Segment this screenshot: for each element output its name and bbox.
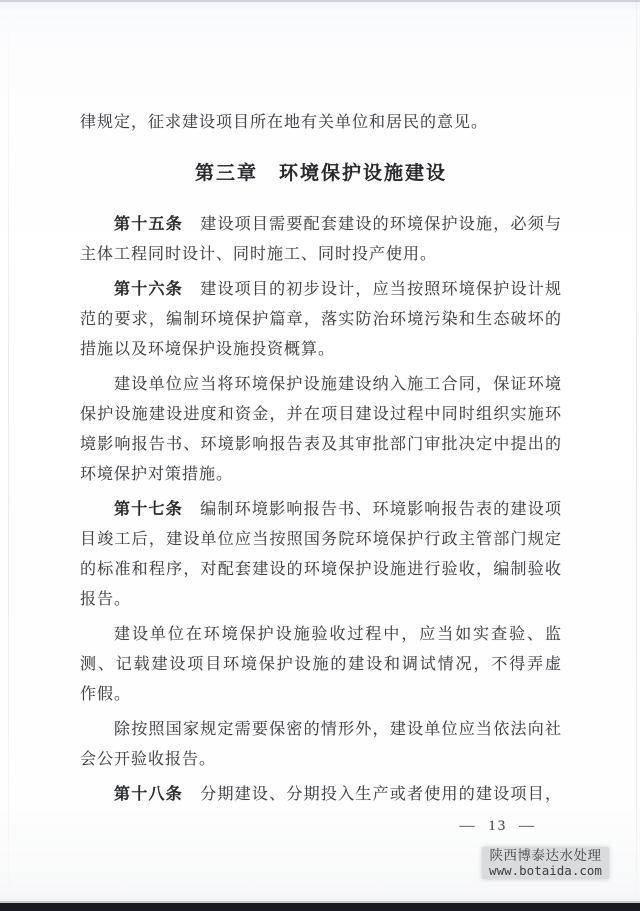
text-line — [80, 680, 562, 710]
text-line — [80, 585, 562, 615]
article-number: 第十五条 — [114, 216, 183, 233]
text-line — [80, 620, 562, 650]
line-text: 除按照国家规定需要保密的情形外，建设单位应当依法向社 — [114, 721, 562, 738]
chapter-heading: 第三章 环境保护设施建设 — [194, 163, 447, 184]
page-number: — 13 — — [459, 818, 536, 834]
watermark-badge — [482, 847, 609, 879]
text-line — [80, 715, 562, 745]
text-line — [80, 780, 562, 810]
text-line — [80, 745, 562, 775]
text-line — [80, 108, 562, 138]
text-line — [80, 210, 562, 240]
line-text: 的标准和程序，对配套建设的环境保护设施进行验收，编制验收 — [80, 561, 562, 578]
text-line — [80, 650, 562, 680]
line-text: 作假。 — [80, 686, 132, 703]
document-text — [80, 0, 562, 836]
line-text: 会公开验收报告。 — [80, 751, 217, 768]
watermark-url: www.botaida.com — [489, 863, 602, 878]
line-text: 律规定，征求建设项目所在地有关单位和居民的意见。 — [80, 114, 489, 131]
line-text: 目竣工后，建设单位应当按照国务院环境保护行政主管部门规定 — [80, 531, 562, 548]
line-text: 措施以及环境保护设施投资概算。 — [80, 341, 336, 358]
text-line — [80, 400, 562, 430]
line-text: 建设项目的初步设计，应当按照环境保护设计规 — [182, 281, 562, 298]
line-text: 主体工程同时设计、同时施工、同时投产使用。 — [80, 246, 438, 263]
line-text: 分期建设、分期投入生产或者使用的建设项目， — [182, 786, 562, 803]
text-line — [80, 460, 562, 490]
text-line — [80, 275, 562, 305]
text-line — [80, 335, 562, 365]
line-text: 测、记载建设项目环境保护设施的建设和调试情况，不得弄虚 — [80, 656, 562, 673]
text-line — [80, 240, 562, 270]
line-text: 建设单位在环境保护设施验收过程中，应当如实查验、监 — [114, 626, 562, 643]
text-line — [80, 525, 562, 555]
line-text: 保护设施建设进度和资金，并在项目建设过程中同时组织实施环 — [80, 406, 562, 423]
line-text: 建设项目需要配套建设的环境保护设施，必须与 — [182, 216, 562, 233]
article-number: 第十六条 — [114, 281, 183, 298]
bottom-scan-bar — [0, 903, 640, 911]
article-number: 第十八条 — [114, 786, 183, 803]
text-line — [80, 370, 562, 400]
text-line — [80, 305, 562, 335]
line-text: 环境保护对策措施。 — [80, 466, 234, 483]
scan-left-edge — [8, 0, 9, 911]
text-line — [80, 495, 562, 525]
line-text: 境影响报告书、环境影响报告表及其审批部门审批决定中提出的 — [80, 436, 562, 453]
scan-right-edge — [636, 0, 637, 911]
line-text: 编制环境影响报告书、环境影响报告表的建设项 — [182, 501, 562, 518]
article-number: 第十七条 — [114, 501, 183, 518]
watermark-company-name: 陕西博泰达水处理 — [489, 848, 602, 863]
text-line — [80, 430, 562, 460]
line-text: 建设单位应当将环境保护设施建设纳入施工合同，保证环境 — [114, 376, 562, 393]
line-text: 报告。 — [80, 591, 132, 608]
line-text: 范的要求，编制环境保护篇章，落实防治环境污染和生态破坏的 — [80, 311, 562, 328]
document-lines — [80, 108, 562, 810]
text-line — [80, 555, 562, 585]
